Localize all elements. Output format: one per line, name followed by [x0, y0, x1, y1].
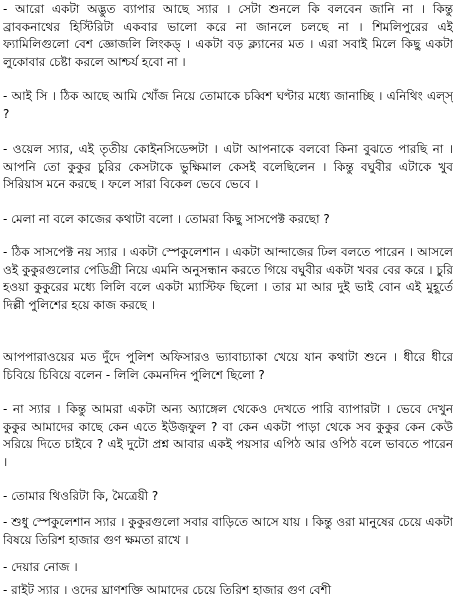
- paragraph-4: - মেলা না বলে কাজের কথাটা বলো । তোমরা কিছু সাসপেক্ট করছো ?: [3, 212, 330, 226]
- paragraph-8: - তোমার থিওরিটা কি, মৈত্রেয়ী ?: [3, 489, 159, 503]
- paragraph-10: - দেয়ার নোজ ।: [3, 560, 78, 574]
- paragraph-2: - আই সি । ঠিক আছে আমি খোঁজ নিয়ে তোমাকে চব্বিশ ঘণ্টার মধ্যে জানাচ্ছি । এনিথিং এল্স্‌ ?: [3, 89, 453, 121]
- paragraph-7: - না স্যার । কিন্তু আমরা একটা অন্য অ্যাঙ্গেল থেকেও দেখতে পারি ব্যাপারটা । ভেবে দেখুন কুকুর আমাদের কাছে কেন এতে ইউজ়ফুল ? বা কেন একটা পাড়া থেকে সব কুকুর কেন কেউ সরিয়ে দিতে চাইবে ? এই দুটো প্রশ্ন আবার একই পয়সার এপিঠ আর ওপিঠ বলে ভাবতে পারেন ।: [3, 402, 453, 469]
- paragraph-6: আপপারাওয়ের মত দুঁদে পুলিশ অফিসারও ভ্যাবাচ্যাকা খেয়ে যান কথাটা শুনে । ধীরে ধীরে চিবিয়ে চিবিয়ে বলেন - লিলি কেমনদিন পুলিশে ছিলো ?: [3, 350, 453, 382]
- paragraph-9: - শুধু স্পেকুলেশান স্যার । কুকুরগুলো সবার বাড়িতে আসে যায় । কিন্তু ওরা মানুষের চেয়ে একটা বিষয়ে তিরিশ হাজার গুণ ক্ষমতা রাখে ।: [3, 515, 453, 547]
- paragraph-5: - ঠিক সাসপেক্ট নয় স্যার । একটা স্পেকুলেশান । একটা আন্দাজের ঢিল বলতে পারেন । আসলে ওই কুকুরগুলোর পেডিগ্রী নিয়ে এমনি অনুসন্ধান করতে গিয়ে বঘুবীর একটা খবর বের করে । চুরি হওয়া কুকুরের মধ্যে লিলি বলে একটা ম্যাস্টিফ ছিলো । তার মা আর দুই ভাই বোন এই মুহূর্তে দিল্লী পুলিশের হয়ে কাজ করছে ।: [3, 245, 453, 312]
- paragraph-3: - ওয়েল স্যার, এই তৃতীয় কোইনসিডেন্সটা । এটা আপনাকে বলবো কিনা বুঝতে পারছি না । আপনি তো কুকুর চুরির কেসটাকে ভুক্ষিমাল কেসই বলেছিলেন । কিন্তু বঘুবীর এটাকে খুব সিরিয়াস মনে করছে । ফলে সারা বিকেল ভেবে ভেবে ।: [3, 142, 453, 191]
- paragraph-1: - আরো একটা অদ্ভুত ব্যাপার আছে স্যার । সেটা শুনলে কি বলবেন জানি না । কিন্তু ব্রাবকনাথের হিস্টিরিটা একবার ভালো করে না জানলে চলছে না । শিমলিপুরের এই ফ্যামিলিগুলো বেশ জ্ঞোজলি লিংকড্‌ । একটা বড় ক্ল্যানের মত । এরা সবাই মিলে কিছু একটা লুকোবার চেষ্টা করলে আশ্চর্য হবো না ।: [3, 2, 453, 69]
- paragraph-11: - রাইট স্যার । ওদের ঘ্রাণশক্তি আমাদের চেয়ে তিরিশ হাজার গুণ বেশী: [3, 583, 332, 597]
